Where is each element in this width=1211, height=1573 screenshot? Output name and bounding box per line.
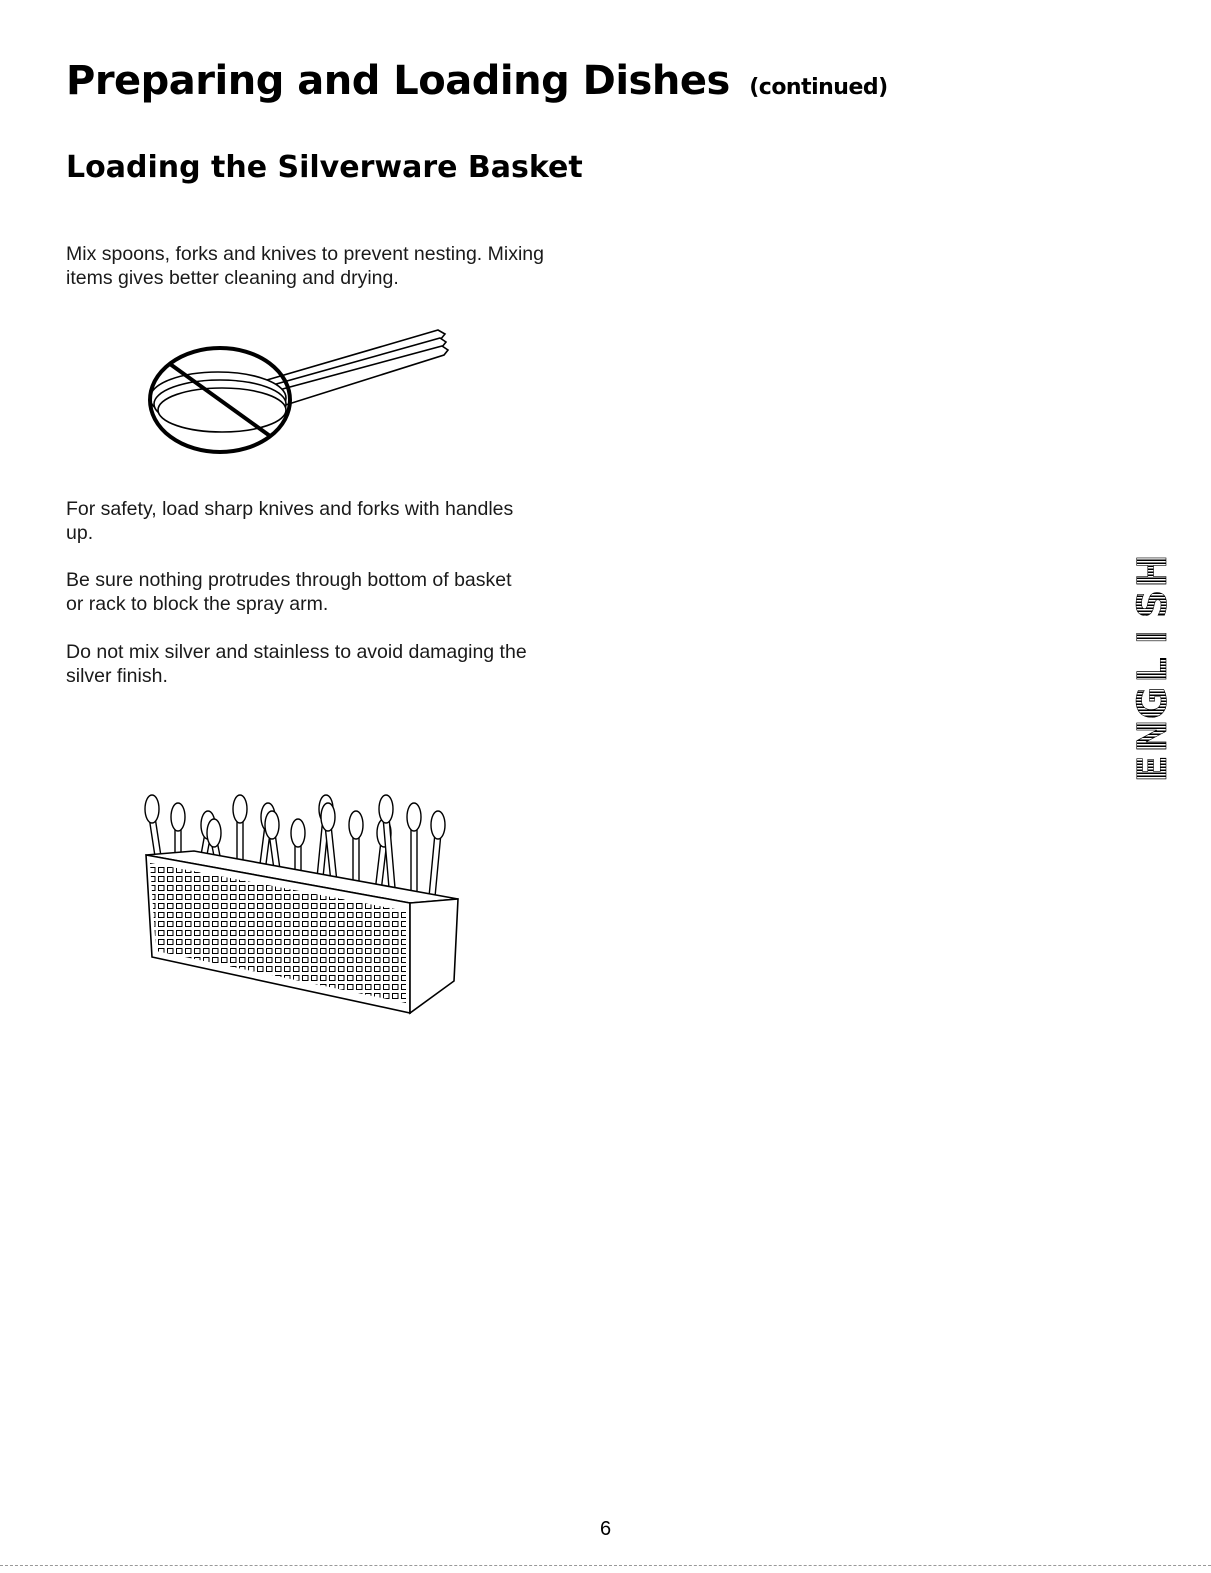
english-side-tab-graphic: [1128, 555, 1186, 795]
paragraph-safety: For safety, load sharp knives and forks with handles up.: [66, 498, 514, 544]
side-tab-letter: S: [1130, 589, 1176, 619]
utensil-head: [407, 803, 421, 831]
utensil-head: [291, 819, 305, 847]
paragraph-silver-stainless: Do not mix silver and stainless to avoid damaging the silver finish.: [66, 641, 527, 687]
page-title-suffix: (continued): [749, 75, 888, 100]
silverware-basket-illustration: [130, 785, 470, 1025]
side-tab-letter: G: [1130, 686, 1176, 720]
paragraph-protrudes: Be sure nothing protrudes through bottom of basket or rack to block the spray arm.: [66, 569, 512, 615]
paragraph-mix-items: Mix spoons, forks and knives to prevent nesting. Mixing items gives better cleaning and drying.: [66, 243, 544, 289]
section-title: Loading the Silverware Basket: [66, 150, 583, 185]
page-number: 6: [599, 1518, 612, 1540]
page-title-text: Preparing and Loading Dishes: [66, 58, 730, 104]
utensil-head: [145, 795, 159, 823]
page-title: [66, 58, 888, 104]
utensil-head: [321, 803, 335, 831]
nested-spoons-prohibited-illustration: [140, 320, 460, 460]
utensil-head: [207, 819, 221, 847]
bottom-rule: [0, 1565, 1211, 1566]
english-side-tab: [1128, 555, 1186, 795]
utensil-head: [265, 811, 279, 839]
side-tab-letter: I: [1130, 629, 1176, 645]
side-tab-letter: H: [1130, 555, 1176, 588]
side-tab-letter: L: [1130, 657, 1176, 683]
utensil-head: [233, 795, 247, 823]
utensil-head: [431, 811, 445, 839]
utensil-head: [349, 811, 363, 839]
utensil-head: [379, 795, 393, 823]
side-tab-letter: E: [1130, 755, 1176, 783]
utensil-head: [171, 803, 185, 831]
side-tab-letter: N: [1130, 719, 1176, 753]
